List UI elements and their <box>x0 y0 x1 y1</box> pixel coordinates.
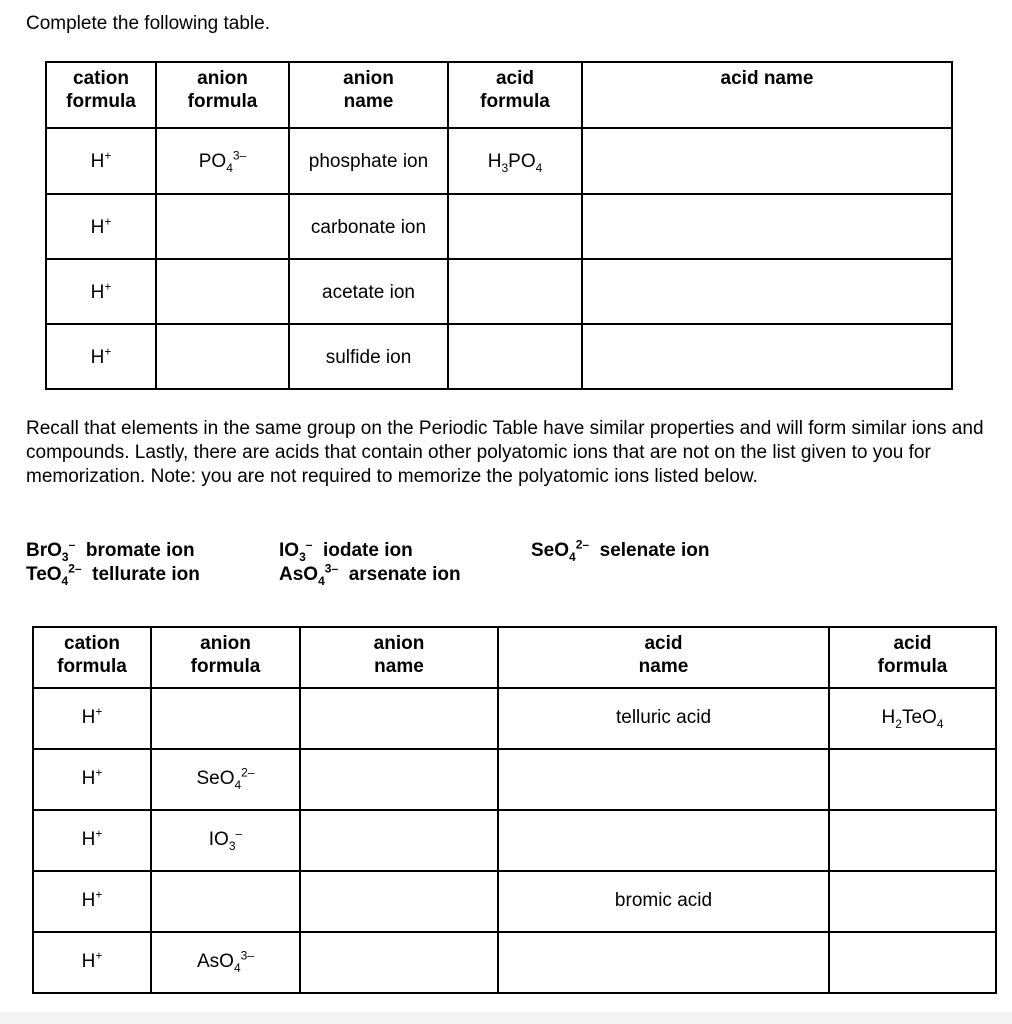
acid-name-cell[interactable] <box>498 932 829 993</box>
acid-formula-cell[interactable] <box>829 932 996 993</box>
acid-formula-cell[interactable] <box>448 259 582 324</box>
table-row <box>33 749 996 810</box>
table-row <box>33 871 996 932</box>
acid-name-cell[interactable]: bromic acid <box>498 871 829 932</box>
ion-item: BrO$_3$– bromate ion <box>26 537 195 564</box>
header-anion-name: anion name <box>289 62 448 128</box>
acid-name-cell[interactable] <box>498 810 829 871</box>
acid-formula-cell[interactable] <box>829 871 996 932</box>
cation-cell: H+ <box>33 810 151 871</box>
anion-name-cell[interactable]: sulfide ion <box>289 324 448 389</box>
anion-formula-cell[interactable]: AsO$_4^{3-}$ <box>151 932 300 993</box>
anion-name-cell[interactable]: acetate ion <box>289 259 448 324</box>
table-row <box>46 259 952 324</box>
cation-cell: H+ <box>46 194 156 259</box>
acid-name-cell[interactable] <box>498 749 829 810</box>
acid-table-1 <box>45 61 953 390</box>
anion-name-cell[interactable] <box>300 688 498 749</box>
header-cation-formula: cation formula <box>33 627 151 688</box>
acid-formula-cell[interactable] <box>829 810 996 871</box>
acid-formula-cell[interactable]: $H_2TeO_4$ <box>829 688 996 749</box>
acid-name-cell[interactable] <box>582 324 952 389</box>
cation-cell: H+ <box>33 688 151 749</box>
header-anion-name: anion name <box>300 627 498 688</box>
header-acid-formula: acid formula <box>829 627 996 688</box>
cation-cell: H+ <box>33 749 151 810</box>
ion-item: $IO_3^-$ iodate ion <box>279 537 413 564</box>
anion-formula-cell[interactable] <box>151 871 300 932</box>
anion-formula-cell[interactable] <box>156 259 289 324</box>
cation-cell: H+ <box>33 932 151 993</box>
anion-formula-cell[interactable]: $PO_4^{3-}$ <box>156 128 289 194</box>
anion-name-cell[interactable]: carbonate ion <box>289 194 448 259</box>
cation-cell: H+ <box>46 128 156 194</box>
acid-name-cell[interactable] <box>582 128 952 194</box>
instruction-text: Complete the following table. <box>26 13 270 34</box>
header-cation-formula: cation formula <box>46 62 156 128</box>
header-acid-formula: acid formula <box>448 62 582 128</box>
acid-formula-cell[interactable] <box>448 324 582 389</box>
table-row <box>46 128 952 194</box>
cation-cell: H+ <box>46 324 156 389</box>
acid-name-cell[interactable]: telluric acid <box>498 688 829 749</box>
anion-formula-cell[interactable] <box>156 194 289 259</box>
table-header-row <box>33 627 996 688</box>
acid-name-cell[interactable] <box>582 194 952 259</box>
acid-name-cell[interactable] <box>582 259 952 324</box>
acid-formula-cell[interactable] <box>829 749 996 810</box>
anion-formula-cell[interactable] <box>156 324 289 389</box>
ion-item: SeO$_4^{2-}$ selenate ion <box>531 537 710 564</box>
acid-formula-cell[interactable]: $H_3PO_4$ <box>448 128 582 194</box>
header-anion-formula: anion formula <box>156 62 289 128</box>
anion-name-cell[interactable] <box>300 749 498 810</box>
table-header-row <box>46 62 952 128</box>
acid-formula-cell[interactable] <box>448 194 582 259</box>
anion-formula-cell[interactable]: SeO$_4^{2-}$ <box>151 749 300 810</box>
anion-name-cell[interactable] <box>300 810 498 871</box>
anion-name-cell[interactable]: phosphate ion <box>289 128 448 194</box>
ion-item: AsO$_4^{3-}$ arsenate ion <box>279 561 461 588</box>
bottom-margin-band <box>0 1012 1012 1024</box>
header-acid-name: acid name <box>498 627 829 688</box>
instruction-paragraph: Recall that elements in the same group on the Periodic Table have similar properties and will form similar ions and compounds. Lastly, there are acids that contain other polyatomic ions that are not on the list given to you for memorization. Note: you are not required to memorize the polyatomic ions listed below. <box>26 418 984 487</box>
anion-formula-cell[interactable] <box>151 688 300 749</box>
table-row <box>46 194 952 259</box>
anion-name-cell[interactable] <box>300 932 498 993</box>
ion-item: TeO$_4^{2-}$ tellurate ion <box>26 561 200 588</box>
table-row <box>46 324 952 389</box>
anion-name-cell[interactable] <box>300 871 498 932</box>
header-acid-name: acid name <box>582 62 952 128</box>
table-row <box>33 810 996 871</box>
anion-formula-cell[interactable]: $IO_3^-$ <box>151 810 300 871</box>
cation-cell: H+ <box>33 871 151 932</box>
table-row <box>33 688 996 749</box>
acid-table-2 <box>32 626 997 994</box>
cation-cell: H+ <box>46 259 156 324</box>
header-anion-formula: anion formula <box>151 627 300 688</box>
table-row <box>33 932 996 993</box>
